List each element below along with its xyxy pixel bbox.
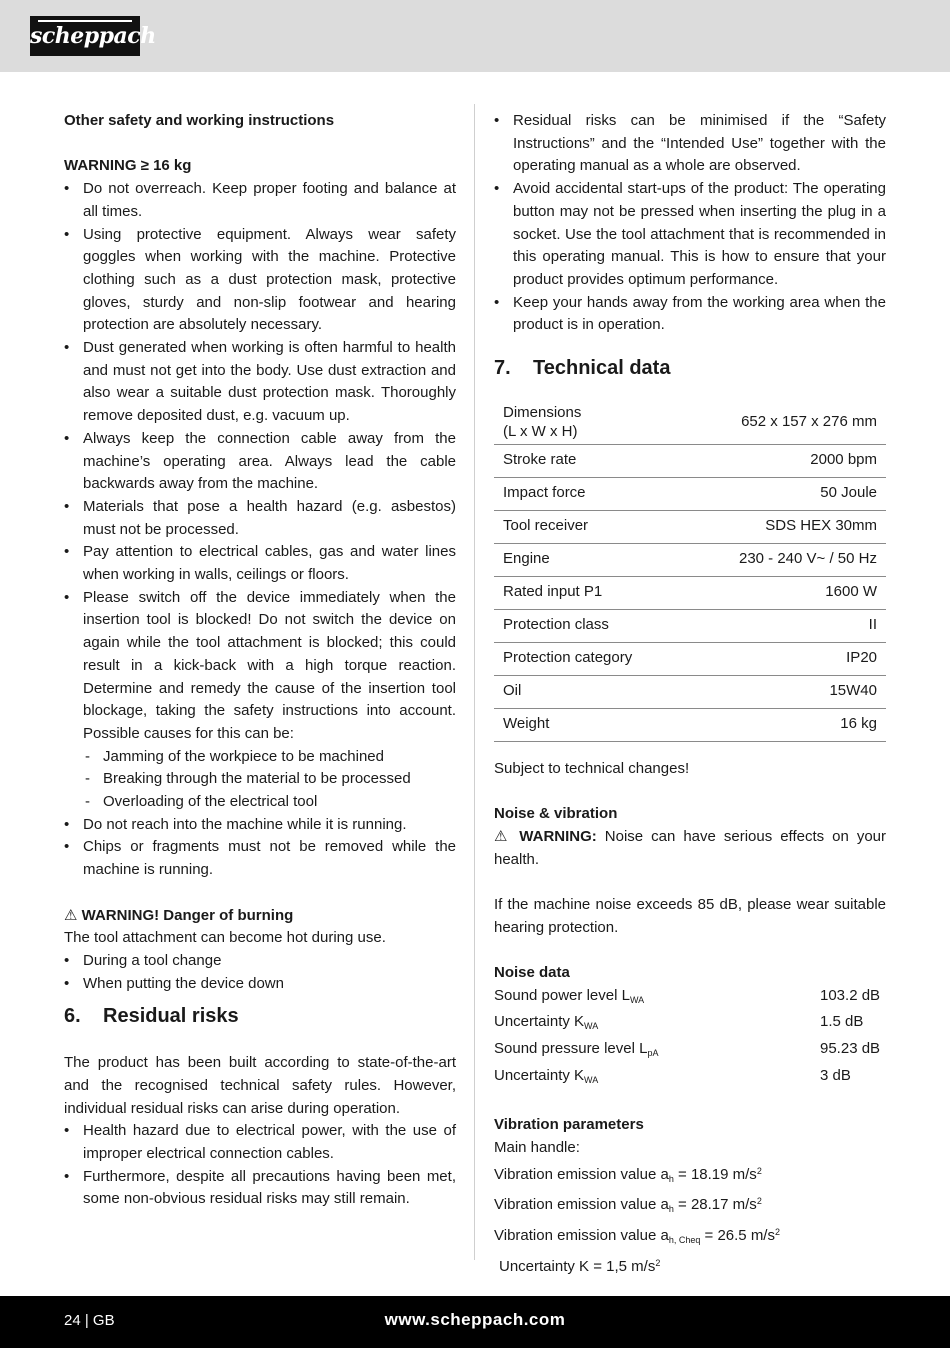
table-cell-value: SDS HEX 30mm bbox=[684, 510, 886, 543]
list-item: • Do not reach into the machine while it is running. bbox=[64, 814, 456, 837]
subscript: pA bbox=[647, 1048, 659, 1059]
noise-row bbox=[494, 1038, 886, 1065]
superscript: 2 bbox=[774, 1227, 780, 1238]
table-row bbox=[494, 675, 886, 708]
label-line: (L x W x H) bbox=[503, 422, 578, 440]
vib-label: Vibration emission value a bbox=[494, 1196, 669, 1214]
table-row bbox=[494, 576, 886, 609]
list-item: • Residual risks can be minimised if the “Safety Instructions” and the “Intended Use” together with the operating manual as a whole are observed. bbox=[494, 110, 886, 178]
table-cell-value: 2000 bpm bbox=[684, 444, 886, 477]
noise-label bbox=[494, 1011, 820, 1038]
noise-label bbox=[494, 985, 820, 1012]
vibration-row bbox=[494, 1221, 886, 1252]
superscript: 2 bbox=[756, 1165, 762, 1176]
subscript: h, Cheq bbox=[668, 1235, 701, 1246]
table-cell-label: Stroke rate bbox=[494, 444, 684, 477]
table-cell-value: 230 - 240 V~ / 50 Hz bbox=[684, 543, 886, 576]
table-cell-label: Protection class bbox=[494, 609, 684, 642]
noise-warning-label: WARNING: bbox=[519, 827, 597, 845]
table-row bbox=[494, 477, 886, 510]
subscript: h bbox=[668, 1173, 674, 1184]
noise-label-text: Sound power level L bbox=[494, 986, 630, 1004]
noise-data-heading: Noise data bbox=[494, 964, 570, 982]
table-cell-label: Impact force bbox=[494, 477, 684, 510]
technical-data-heading bbox=[494, 357, 886, 380]
table-cell-label: Tool receiver bbox=[494, 510, 684, 543]
noise-warning bbox=[494, 826, 886, 871]
list-item: • Using protective equipment. Always wear safety goggles when working with the machine. Protective clothing such as a dust protection mask, protective gloves, sturdy and non-slip footwear and hearing protection are absolutely necessary. bbox=[64, 224, 456, 338]
list-item: • Keep your hands away from the working area when the product is in operation. bbox=[494, 292, 886, 337]
noise-warning-text: Noise can have serious effects on your health. bbox=[494, 827, 886, 868]
label-line: Dimensions bbox=[503, 403, 582, 421]
section-title: Technical data bbox=[533, 357, 671, 380]
list-item: • When putting the device down bbox=[64, 973, 456, 996]
section-number: 7. bbox=[494, 357, 511, 380]
page-number: 24 | GB bbox=[64, 1312, 115, 1329]
residual-risks-heading bbox=[64, 1005, 456, 1028]
subscript: WA bbox=[584, 1074, 599, 1085]
column-divider bbox=[474, 104, 475, 1260]
burn-warning-title: WARNING! Danger of burning bbox=[81, 906, 294, 924]
noise-label-text: Sound pressure level L bbox=[494, 1040, 648, 1058]
noise-label bbox=[494, 1038, 820, 1065]
warning-weight: WARNING ≥ 16 kg bbox=[64, 157, 192, 175]
noise-exceed-note: If the machine noise exceeds 85 dB, please wear suitable hearing protection. bbox=[494, 895, 886, 936]
burn-warning-heading bbox=[64, 905, 456, 928]
superscript: 2 bbox=[655, 1257, 661, 1268]
noise-label-text: Uncertainty K bbox=[494, 1013, 585, 1031]
list-item: • Materials that pose a health hazard (e.g. asbestos) must not be processed. bbox=[64, 496, 456, 541]
noise-heading: Noise & vibration bbox=[494, 805, 618, 823]
list-item: • Pay attention to electrical cables, gas and water lines when working in walls, ceilings or floors. bbox=[64, 541, 456, 586]
vib-value: = 28.17 m/s bbox=[673, 1196, 757, 1214]
website-url: www.scheppach.com bbox=[384, 1310, 566, 1329]
list-item: • Health hazard due to electrical power, with the use of improper electrical connection cables. bbox=[64, 1120, 456, 1165]
vib-label: Vibration emission value a bbox=[494, 1165, 669, 1183]
table-cell-label: Oil bbox=[494, 675, 684, 708]
sub-list-item: - Overloading of the electrical tool bbox=[64, 791, 456, 814]
subscript: h bbox=[668, 1204, 674, 1215]
vib-value: = 26.5 m/s bbox=[700, 1227, 775, 1245]
vibration-uncertainty bbox=[494, 1252, 886, 1279]
table-cell-value: 50 Joule bbox=[684, 477, 886, 510]
warning-triangle-icon: ⚠ bbox=[64, 906, 78, 924]
table-cell-label: Protection category bbox=[494, 642, 684, 675]
table-cell-label: Weight bbox=[494, 708, 684, 741]
left-column bbox=[64, 110, 456, 1211]
warning-triangle-icon: ⚠ bbox=[494, 827, 512, 845]
list-item: • Dust generated when working is often harmful to health and must not get into the body. Use dust extraction and also wear a suitable dust protection mask. Thoroughly remove deposited dust, e.g. vacuum up. bbox=[64, 337, 456, 428]
burn-warning-text: The tool attachment can become hot during use. bbox=[64, 929, 386, 947]
table-row bbox=[494, 400, 886, 445]
noise-row bbox=[494, 1011, 886, 1038]
table-row bbox=[494, 543, 886, 576]
sub-list-item: - Jamming of the workpiece to be machined bbox=[64, 746, 456, 769]
superscript: 2 bbox=[756, 1196, 762, 1207]
section-number: 6. bbox=[64, 1005, 81, 1028]
vibration-row bbox=[494, 1160, 886, 1191]
right-column bbox=[494, 110, 886, 1278]
subscript: WA bbox=[584, 1021, 599, 1032]
table-cell-value: 16 kg bbox=[684, 708, 886, 741]
noise-row bbox=[494, 985, 886, 1012]
table-cell-value: IP20 bbox=[684, 642, 886, 675]
list-item: • Do not overreach. Keep proper footing and balance at all times. bbox=[64, 178, 456, 223]
noise-value: 1.5 dB bbox=[820, 1013, 864, 1031]
vibration-row bbox=[494, 1190, 886, 1221]
vib-value: = 18.19 m/s bbox=[673, 1165, 757, 1183]
table-cell-label: Rated input P1 bbox=[494, 576, 684, 609]
vibration-main-handle: Main handle: bbox=[494, 1138, 580, 1156]
header-bar bbox=[0, 0, 950, 72]
table-row bbox=[494, 708, 886, 741]
noise-label bbox=[494, 1065, 820, 1092]
list-item: • Avoid accidental start-ups of the product: The operating button may not be pressed when inserting the plug in a socket. Use the tool attachment that is recommended in this operating manual. This is how to ensure that your product provides optimum performance. bbox=[494, 178, 886, 292]
noise-label-text: Uncertainty K bbox=[494, 1066, 585, 1084]
technical-data-table bbox=[494, 400, 886, 742]
residual-intro: The product has been built according to state-of-the-art and the recognised technical safety rules. However, individual residual risks can arise during operation. bbox=[64, 1054, 456, 1117]
vibration-heading: Vibration parameters bbox=[494, 1116, 644, 1134]
table-row bbox=[494, 642, 886, 675]
noise-row bbox=[494, 1065, 886, 1092]
table-row bbox=[494, 444, 886, 477]
table-cell-value: 15W40 bbox=[684, 675, 886, 708]
vib-uncertainty-text: Uncertainty K = 1,5 m/s bbox=[499, 1257, 656, 1275]
noise-value: 103.2 dB bbox=[820, 986, 881, 1004]
table-row bbox=[494, 510, 886, 543]
list-item: • Please switch off the device immediately when the insertion tool is blocked! Do not switch the device on again while the tool attachment is blocked; this could result in a kick-back with a high torque reaction. Determine and remedy the cause of the insertion tool blockage, taking the safety instructions into account. Possible causes for this can be: bbox=[64, 587, 456, 746]
footer-bar bbox=[0, 1296, 950, 1348]
list-item: • During a tool change bbox=[64, 950, 456, 973]
list-item: • Chips or fragments must not be removed while the machine is running. bbox=[64, 836, 456, 881]
table-cell-value: II bbox=[684, 609, 886, 642]
table-row bbox=[494, 609, 886, 642]
section-title: Residual risks bbox=[103, 1005, 239, 1028]
subject-note: Subject to technical changes! bbox=[494, 759, 690, 777]
vib-label: Vibration emission value a bbox=[494, 1227, 669, 1245]
table-cell-value: 1600 W bbox=[684, 576, 886, 609]
list-item: • Furthermore, despite all precautions having been met, some non-obvious residual risks may still remain. bbox=[64, 1166, 456, 1211]
scheppach-logo: scheppach bbox=[30, 16, 140, 56]
sub-list-item: - Breaking through the material to be processed bbox=[64, 768, 456, 791]
table-cell-value: 652 x 157 x 276 mm bbox=[684, 400, 886, 445]
noise-value: 3 dB bbox=[820, 1066, 851, 1084]
table-cell-label bbox=[494, 400, 684, 445]
table-cell-label: Engine bbox=[494, 543, 684, 576]
list-item: • Always keep the connection cable away from the machine’s operating area. Always lead the cable backwards away from the machine. bbox=[64, 428, 456, 496]
section-heading: Other safety and working instructions bbox=[64, 112, 335, 129]
noise-value: 95.23 dB bbox=[820, 1040, 881, 1058]
subscript: WA bbox=[629, 994, 645, 1005]
